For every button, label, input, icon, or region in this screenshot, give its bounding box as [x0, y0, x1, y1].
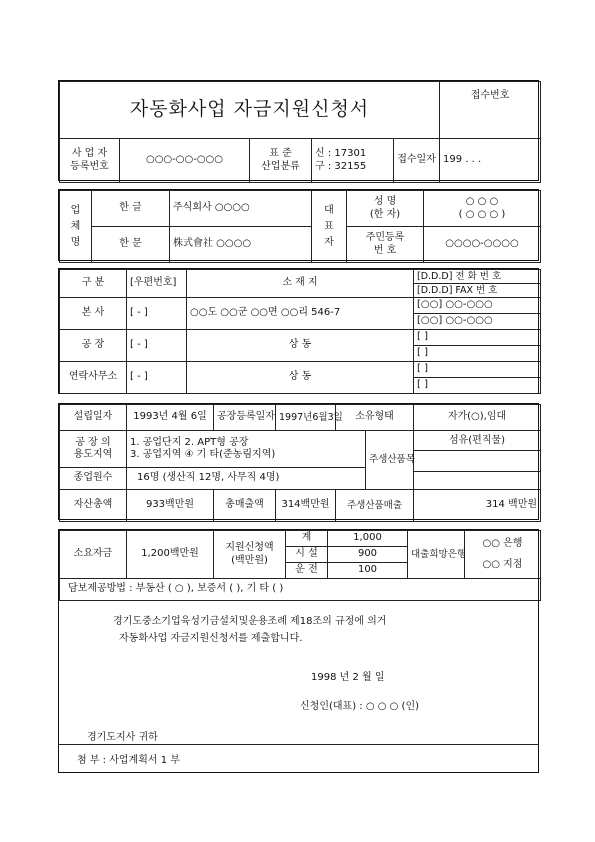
- main-product-value[interactable]: 섬유(편직물): [414, 432, 540, 451]
- main-sales-label: 주생산품매출: [336, 490, 414, 522]
- main-sales-value[interactable]: 314 백만원: [414, 490, 541, 522]
- hq-zip[interactable]: [ - ]: [127, 298, 187, 330]
- founded-value[interactable]: 1993년 4월 6일: [127, 405, 214, 431]
- total-value[interactable]: 1,000: [328, 531, 408, 547]
- location-head-zip: [우편번호]: [127, 270, 187, 298]
- declaration-line-2: 자동화사업 자금지원신청서를 제출합니다.: [119, 633, 303, 644]
- operating-value[interactable]: 100: [328, 563, 408, 579]
- attachment-line: 첨 부 : 사업계획서 1 부: [77, 755, 180, 766]
- receipt-date-value[interactable]: 199 . . .: [440, 139, 541, 183]
- attachment-divider: [59, 744, 538, 745]
- need-label: 소요자금: [60, 531, 127, 579]
- office-label: 연락사무소: [60, 362, 127, 394]
- main-product-blank-2[interactable]: [414, 472, 540, 489]
- company-section: [58, 189, 539, 261]
- hq-label: 본 사: [60, 298, 127, 330]
- std-industry-label: 표 준 산업분류: [250, 139, 312, 183]
- profile-section: [58, 403, 539, 520]
- request-label: 지원신청액 (백만원): [214, 531, 286, 579]
- header-section: [58, 80, 539, 181]
- founded-label: 설립일자: [60, 405, 127, 431]
- biz-reg-label: 사 업 자 등록번호: [60, 139, 120, 183]
- office-fax[interactable]: [ ]: [414, 378, 541, 394]
- rep-name-value[interactable]: ○ ○ ○ ( ○ ○ ○ ): [424, 191, 541, 227]
- factory-zip[interactable]: [ - ]: [127, 330, 187, 362]
- rep-name-label: 성 명 (한 자): [347, 191, 424, 227]
- funding-section: [58, 529, 539, 773]
- office-address[interactable]: 상 동: [187, 362, 414, 394]
- assets-value[interactable]: 933백만원: [127, 490, 214, 522]
- facility-label: 시 설: [286, 547, 328, 563]
- main-product-label: 주생산품목: [366, 431, 414, 490]
- receipt-no-label: 접수번호: [440, 82, 541, 139]
- factory-address[interactable]: 상 동: [187, 330, 414, 362]
- assets-label: 자산총액: [60, 490, 127, 522]
- staff-label: 종업원수: [60, 468, 127, 490]
- sales-label: 총매출액: [214, 490, 276, 522]
- factory-tel[interactable]: [ ]: [414, 330, 541, 346]
- sales-value[interactable]: 314백만원: [276, 490, 336, 522]
- hq-address[interactable]: ○○도 ○○군 ○○면 ○○리 546-7: [187, 298, 414, 330]
- hanja-label: 한 문: [92, 227, 170, 263]
- hq-fax[interactable]: [○○] ○○-○○○: [414, 314, 541, 330]
- declaration-line-1: 경기도중소기업육성기금설치및운용조례 제18조의 규정에 의거: [113, 616, 387, 627]
- collateral-line[interactable]: 담보제공방법 : 부동산 ( ○ ), 보증서 ( ), 기 타 ( ): [60, 579, 541, 601]
- total-label: 계: [286, 531, 328, 547]
- bank-value[interactable]: ○○ 은행 ○○ 지점: [465, 531, 541, 579]
- declaration-date[interactable]: 1998 년 2 월 일: [311, 672, 385, 683]
- main-product-box: [414, 431, 541, 490]
- factory-reg-value[interactable]: 1997년6월3일: [276, 405, 336, 431]
- need-value[interactable]: 1,200백만원: [127, 531, 214, 579]
- facility-value[interactable]: 900: [328, 547, 408, 563]
- staff-value[interactable]: 16명 (생산직 12명, 사무직 4명): [127, 468, 366, 490]
- rrn-value[interactable]: ○○○○-○○○○: [424, 227, 541, 263]
- hanja-name-value[interactable]: 株式會社 ○○○○: [170, 227, 312, 263]
- rrn-label: 주민등록 번 호: [347, 227, 424, 263]
- factory-fax[interactable]: [ ]: [414, 346, 541, 362]
- std-industry-value[interactable]: 신 : 17301 구 : 32155: [312, 139, 394, 183]
- applicant-line[interactable]: 신청인(대표) : ○ ○ ○ (인): [300, 701, 420, 712]
- office-tel[interactable]: [ ]: [414, 362, 541, 378]
- receipt-date-label: 접수일자: [394, 139, 440, 183]
- hq-tel[interactable]: [○○] ○○-○○○: [414, 298, 541, 314]
- location-head-tel: [D.D.D] 전 화 번 호: [414, 270, 541, 284]
- operating-label: 운 전: [286, 563, 328, 579]
- location-head-addr: 소 재 지: [187, 270, 414, 298]
- biz-reg-value[interactable]: ○○○-○○-○○○: [120, 139, 250, 183]
- location-head-fax: [D.D.D] FAX 번 호: [414, 284, 541, 298]
- location-section: [58, 268, 539, 394]
- hangul-label: 한 글: [92, 191, 170, 227]
- factory-label: 공 장: [60, 330, 127, 362]
- ownership-label: 소유형태: [336, 405, 414, 431]
- company-name-label: 업 체 명: [60, 191, 92, 263]
- form-title: 자동화사업 자금지원신청서: [60, 82, 440, 139]
- zone-label: 공 장 의 용도지역: [60, 431, 127, 468]
- hangul-name-value[interactable]: 주식회사 ○○○○: [170, 191, 312, 227]
- bank-label: 대출희망은행: [408, 531, 465, 579]
- location-head-label: 구 분: [60, 270, 127, 298]
- office-zip[interactable]: [ - ]: [127, 362, 187, 394]
- main-product-blank-1[interactable]: [414, 451, 540, 472]
- factory-reg-label: 공장등록일자: [214, 405, 276, 431]
- representative-label: 대 표 자: [312, 191, 347, 263]
- zone-options[interactable]: 1. 공업단지 2. APT형 공장 3. 공업지역 ④ 기 타(준농림지역): [127, 431, 366, 468]
- recipient-line: 경기도지사 귀하: [87, 732, 158, 743]
- ownership-value[interactable]: 자가(○),임대: [414, 405, 541, 431]
